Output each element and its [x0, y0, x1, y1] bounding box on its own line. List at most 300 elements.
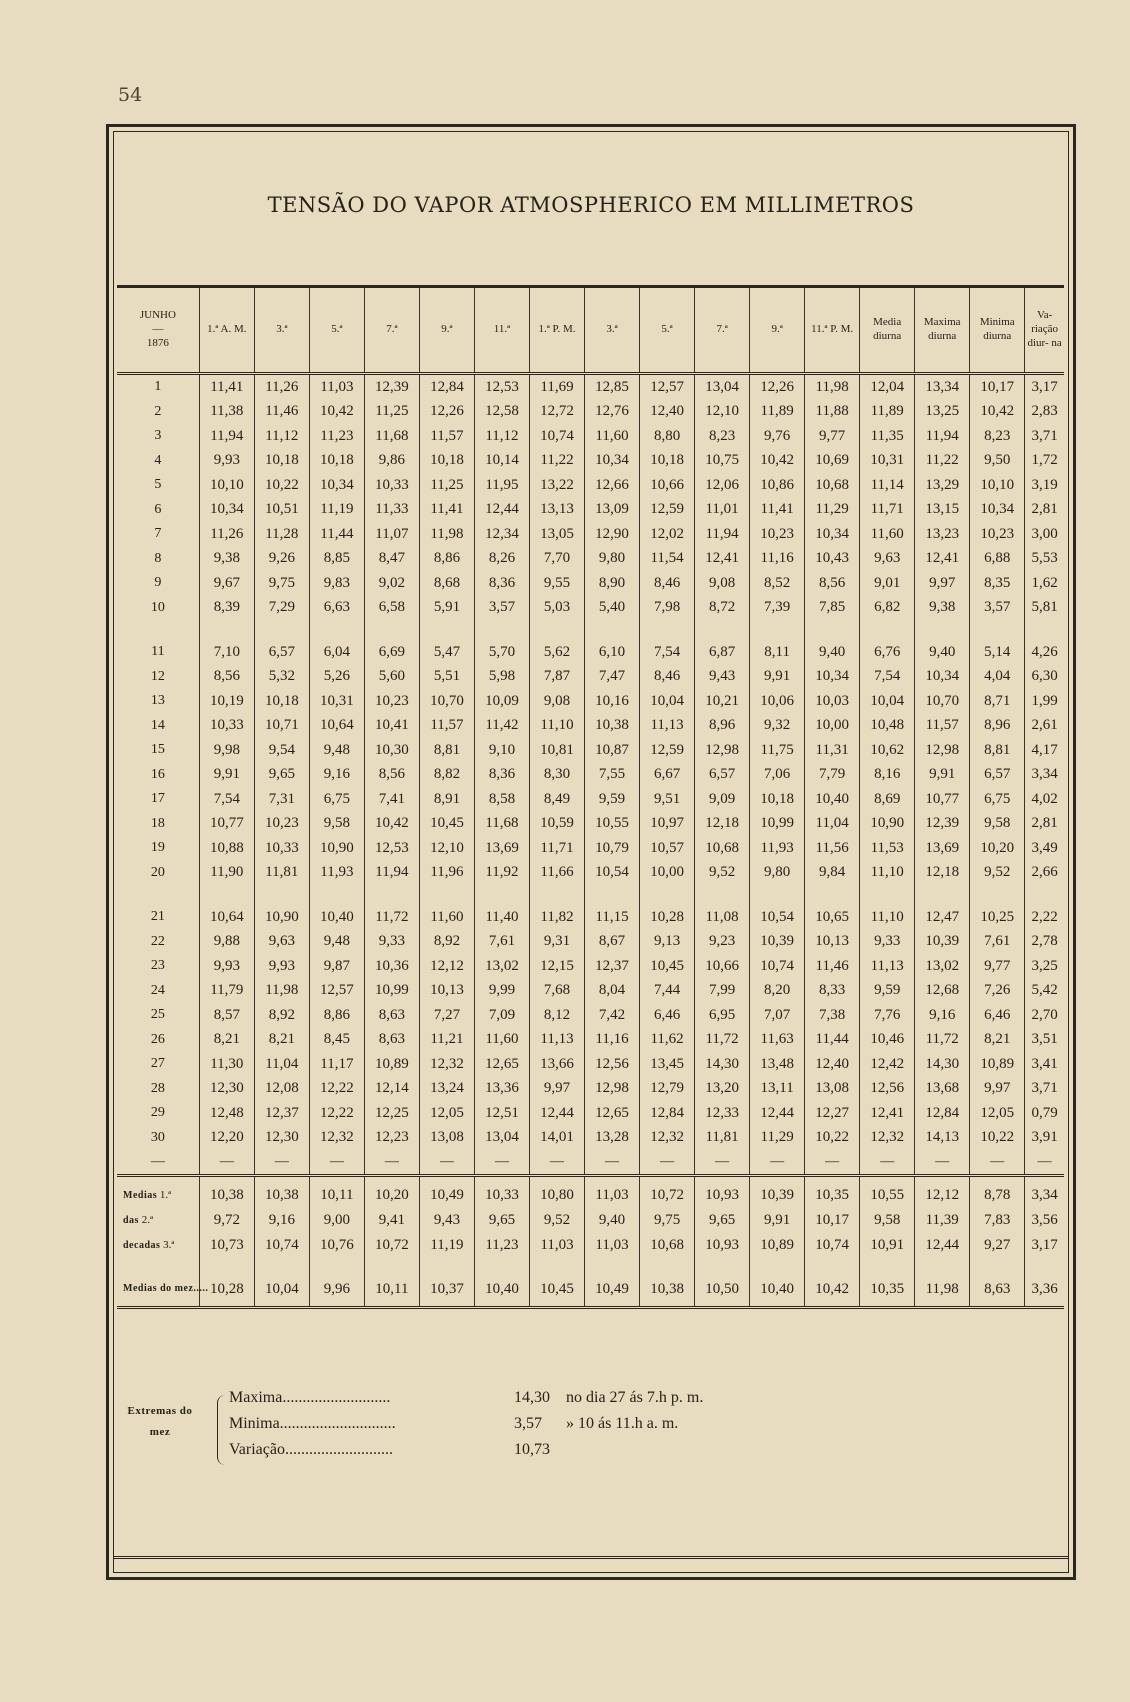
table-cell: 10,30 — [364, 738, 419, 763]
table-cell: 10,64 — [199, 905, 254, 930]
extreme-minima-name: Minima............................. — [229, 1415, 396, 1432]
extreme-minima-value: 3,57 — [514, 1415, 542, 1432]
table-cell: 10,45 — [529, 1272, 584, 1308]
table-cell: 8,45 — [309, 1028, 364, 1053]
table-cell: 2,22 — [1025, 905, 1064, 930]
table-cell: 9,08 — [529, 689, 584, 714]
table-cell: 10,74 — [254, 1233, 309, 1258]
row-label: 10 — [150, 599, 165, 615]
table-cell: 5,32 — [254, 665, 309, 690]
table-cell: 12,12 — [915, 1176, 970, 1209]
table-cell: 13,08 — [805, 1077, 860, 1102]
table-cell: 3,19 — [1025, 473, 1064, 498]
table-cell: 7,70 — [529, 547, 584, 572]
table-cell: 10,04 — [860, 689, 915, 714]
row-label: 21 — [150, 909, 165, 925]
table-cell: 10,91 — [860, 1233, 915, 1258]
table-cell: 10,34 — [309, 473, 364, 498]
table-cell: 11,53 — [860, 836, 915, 861]
table-cell: 12,27 — [805, 1101, 860, 1126]
table-cell — [364, 1258, 419, 1272]
table-cell — [585, 885, 640, 905]
table-cell: 10,59 — [529, 812, 584, 837]
table-cell: 13,25 — [915, 400, 970, 425]
table-cell: 12,58 — [474, 400, 529, 425]
table-cell: 8,72 — [695, 596, 750, 621]
table-cell: 9,16 — [254, 1208, 309, 1233]
table-cell: 9,32 — [750, 714, 805, 739]
table-cell: 3,17 — [1025, 1233, 1064, 1258]
table-cell: 8,82 — [419, 763, 474, 788]
table-cell: 10,40 — [750, 1272, 805, 1308]
table-row — [117, 400, 1064, 425]
table-cell: 11,03 — [529, 1233, 584, 1258]
header-media: Media diurna — [860, 287, 915, 374]
table-cell: 7,27 — [419, 1003, 474, 1028]
table-cell: 10,97 — [640, 812, 695, 837]
table-cell: 13,29 — [915, 473, 970, 498]
table-row — [117, 861, 1064, 886]
table-cell: 13,45 — [640, 1052, 695, 1077]
table-cell: 9,83 — [309, 571, 364, 596]
table-row — [117, 498, 1064, 523]
header-maxima: Maxima diurna — [915, 287, 970, 374]
table-cell: 12,66 — [585, 473, 640, 498]
table-cell: 7,98 — [640, 596, 695, 621]
table-cell: 10,17 — [970, 374, 1025, 400]
table-cell: 12,34 — [474, 522, 529, 547]
table-cell: 12,42 — [860, 1052, 915, 1077]
table-cell — [970, 1258, 1025, 1272]
table-cell: 12,40 — [805, 1052, 860, 1077]
table-cell: 11,16 — [750, 547, 805, 572]
extremes-brace — [217, 1395, 228, 1465]
table-cell: 12,57 — [640, 374, 695, 400]
table-cell: 7,47 — [585, 665, 640, 690]
table-cell: 7,83 — [970, 1208, 1025, 1233]
table-cell: 3,34 — [1025, 763, 1064, 788]
row-label: 5 — [154, 477, 162, 493]
table-cell: 9,75 — [254, 571, 309, 596]
table-cell: 9,10 — [474, 738, 529, 763]
table-cell: 11,93 — [309, 861, 364, 886]
table-cell: 10,71 — [254, 714, 309, 739]
table-cell: 8,52 — [750, 571, 805, 596]
table-cell: 9,48 — [309, 930, 364, 955]
table-cell — [640, 620, 695, 640]
table-cell: — — [309, 1150, 364, 1176]
table-cell: — — [860, 1150, 915, 1176]
table-cell: 10,68 — [695, 836, 750, 861]
table-row — [117, 714, 1064, 739]
table-cell: 10,18 — [254, 689, 309, 714]
table-cell: 11,57 — [419, 714, 474, 739]
table-cell: — — [640, 1150, 695, 1176]
table-cell: 9,84 — [805, 861, 860, 886]
table-cell: 5,98 — [474, 665, 529, 690]
table-cell: 6,67 — [640, 763, 695, 788]
table-cell: 9,31 — [529, 930, 584, 955]
table-cell: 8,47 — [364, 547, 419, 572]
table-cell: 12,47 — [915, 905, 970, 930]
table-row — [117, 547, 1064, 572]
table-cell: 12,59 — [640, 738, 695, 763]
table-cell: — — [419, 1150, 474, 1176]
table-cell: 8,69 — [860, 787, 915, 812]
table-row — [117, 640, 1064, 665]
table-cell: 7,31 — [254, 787, 309, 812]
table-cell: 4,17 — [1025, 738, 1064, 763]
table-cell: 9,58 — [860, 1208, 915, 1233]
table-cell: 11,16 — [585, 1028, 640, 1053]
table-cell — [474, 1258, 529, 1272]
table-cell: 7,09 — [474, 1003, 529, 1028]
table-cell: 11,21 — [419, 1028, 474, 1053]
table-cell: 9,50 — [970, 449, 1025, 474]
table-cell: 11,89 — [860, 400, 915, 425]
table-cell: 9,91 — [915, 763, 970, 788]
table-cell: — — [805, 1150, 860, 1176]
table-cell: 10,42 — [309, 400, 364, 425]
table-cell: 8,63 — [970, 1272, 1025, 1308]
month-mean-row — [117, 1272, 1064, 1308]
table-cell: 7,61 — [970, 930, 1025, 955]
table-cell: 10,28 — [199, 1272, 254, 1308]
table-cell: 11,22 — [915, 449, 970, 474]
table-cell: 6,87 — [695, 640, 750, 665]
table-cell: 3,71 — [1025, 1077, 1064, 1102]
table-cell: 9,77 — [970, 954, 1025, 979]
table-cell: 10,36 — [364, 954, 419, 979]
table-cell: 10,33 — [474, 1176, 529, 1209]
table-cell: 12,39 — [364, 374, 419, 400]
table-cell: 6,76 — [860, 640, 915, 665]
table-cell: 10,18 — [254, 449, 309, 474]
table-cell: 11,81 — [254, 861, 309, 886]
table-cell: 8,49 — [529, 787, 584, 812]
table-cell: 12,72 — [529, 400, 584, 425]
table-cell — [915, 620, 970, 640]
row-label — [117, 885, 199, 905]
table-cell: 7,76 — [860, 1003, 915, 1028]
table-cell: 11,31 — [805, 738, 860, 763]
table-cell: 8,23 — [970, 424, 1025, 449]
table-cell: 13,02 — [474, 954, 529, 979]
table-cell: 12,56 — [585, 1052, 640, 1077]
table-cell — [474, 620, 529, 640]
table-cell: 11,88 — [805, 400, 860, 425]
table-cell: 8,26 — [474, 547, 529, 572]
row-label — [117, 1208, 199, 1233]
table-cell: 11,89 — [750, 400, 805, 425]
table-row — [117, 787, 1064, 812]
table-cell: 13,66 — [529, 1052, 584, 1077]
table-cell: 10,66 — [640, 473, 695, 498]
table-cell: 5,14 — [970, 640, 1025, 665]
table-cell: 13,05 — [529, 522, 584, 547]
table-cell: 10,40 — [805, 787, 860, 812]
table-cell: 9,97 — [970, 1077, 1025, 1102]
table-cell: 10,42 — [805, 1272, 860, 1308]
table-cell: — — [750, 1150, 805, 1176]
table-cell: 10,18 — [419, 449, 474, 474]
table-cell: 12,37 — [254, 1101, 309, 1126]
row-label: 9 — [154, 575, 162, 591]
table-cell: 11,72 — [364, 905, 419, 930]
table-cell: 12,65 — [585, 1101, 640, 1126]
table-cell: 6,46 — [970, 1003, 1025, 1028]
table-cell: 10,23 — [364, 689, 419, 714]
table-cell: 10,10 — [199, 473, 254, 498]
table-cell — [970, 620, 1025, 640]
table-cell: 12,57 — [309, 979, 364, 1004]
table-cell: 9,91 — [199, 763, 254, 788]
decade-number: 3.ª — [163, 1238, 175, 1251]
header-hour: 5.ª — [309, 287, 364, 374]
table-cell: 9,52 — [529, 1208, 584, 1233]
extreme-minima-note: » 10 ás 11.h a. m. — [566, 1415, 679, 1432]
row-label: 26 — [150, 1031, 165, 1047]
table-cell: 9,59 — [585, 787, 640, 812]
table-cell: 8,80 — [640, 424, 695, 449]
table-cell: 8,68 — [419, 571, 474, 596]
table-cell — [750, 1258, 805, 1272]
table-cell: 3,71 — [1025, 424, 1064, 449]
table-cell: 11,12 — [474, 424, 529, 449]
table-cell: — — [254, 1150, 309, 1176]
table-cell: 9,91 — [750, 665, 805, 690]
table-cell: 7,29 — [254, 596, 309, 621]
table-cell: 3,57 — [970, 596, 1025, 621]
table-cell: 11,75 — [750, 738, 805, 763]
table-cell: 8,92 — [419, 930, 474, 955]
table-cell: 10,20 — [970, 836, 1025, 861]
table-cell: 12,32 — [640, 1126, 695, 1151]
table-cell: 6,57 — [254, 640, 309, 665]
table-cell: 8,11 — [750, 640, 805, 665]
row-label: 11 — [151, 644, 165, 660]
row-label: 3 — [154, 428, 162, 444]
table-cell: 7,42 — [585, 1003, 640, 1028]
table-cell: 11,96 — [419, 861, 474, 886]
table-cell: 2,61 — [1025, 714, 1064, 739]
table-cell: 13,24 — [419, 1077, 474, 1102]
table-cell — [860, 620, 915, 640]
table-cell — [529, 620, 584, 640]
table-cell — [695, 620, 750, 640]
table-cell: 13,68 — [915, 1077, 970, 1102]
table-cell: 8,35 — [970, 571, 1025, 596]
table-cell: 6,69 — [364, 640, 419, 665]
table-cell: 13,11 — [750, 1077, 805, 1102]
table-cell: 11,41 — [419, 498, 474, 523]
table-cell: 10,03 — [805, 689, 860, 714]
table-cell: 13,36 — [474, 1077, 529, 1102]
table-row — [117, 665, 1064, 690]
table-cell: 8,56 — [199, 665, 254, 690]
table-cell: 6,10 — [585, 640, 640, 665]
table-cell: 8,67 — [585, 930, 640, 955]
table-cell: 13,13 — [529, 498, 584, 523]
row-label: — — [150, 1154, 165, 1169]
table-cell: — — [970, 1150, 1025, 1176]
table-cell: 10,77 — [915, 787, 970, 812]
table-cell — [695, 885, 750, 905]
table-cell: 10,89 — [970, 1052, 1025, 1077]
table-cell: 8,63 — [364, 1003, 419, 1028]
table-cell: 10,04 — [640, 689, 695, 714]
table-cell: 12,02 — [640, 522, 695, 547]
table-cell — [309, 885, 364, 905]
table-cell: 12,10 — [419, 836, 474, 861]
table-cell: 10,42 — [750, 449, 805, 474]
table-cell: 7,68 — [529, 979, 584, 1004]
table-cell: 12,84 — [915, 1101, 970, 1126]
table-cell: 11,57 — [915, 714, 970, 739]
table-cell: — — [585, 1150, 640, 1176]
header-month-name: JUNHO — [139, 309, 176, 322]
table-cell: — — [529, 1150, 584, 1176]
table-cell: 10,81 — [529, 738, 584, 763]
table-cell: 9,72 — [199, 1208, 254, 1233]
table-cell: 12,32 — [860, 1126, 915, 1151]
table-cell: 8,81 — [970, 738, 1025, 763]
decade-mean-row — [117, 1233, 1064, 1258]
table-cell — [254, 620, 309, 640]
table-cell: 9,09 — [695, 787, 750, 812]
table-cell: 10,22 — [254, 473, 309, 498]
table-cell: 3,41 — [1025, 1052, 1064, 1077]
table-cell: 14,30 — [695, 1052, 750, 1077]
table-cell: 14,13 — [915, 1126, 970, 1151]
table-cell: 13,28 — [585, 1126, 640, 1151]
table-cell: 11,46 — [805, 954, 860, 979]
table-cell: 11,98 — [915, 1272, 970, 1308]
table-cell: — — [695, 1150, 750, 1176]
table-row — [117, 374, 1064, 400]
table-cell: 11,01 — [695, 498, 750, 523]
table-cell: 3,56 — [1025, 1208, 1064, 1233]
table-cell: 11,30 — [199, 1052, 254, 1077]
table-cell — [474, 885, 529, 905]
table-cell: 10,54 — [750, 905, 805, 930]
table-cell: 10,39 — [750, 930, 805, 955]
table-row — [117, 930, 1064, 955]
table-cell: 13,69 — [915, 836, 970, 861]
table-cell: 10,89 — [364, 1052, 419, 1077]
table-cell: 3,17 — [1025, 374, 1064, 400]
table-cell: 12,22 — [309, 1077, 364, 1102]
table-cell: 8,78 — [970, 1176, 1025, 1209]
table-row — [117, 473, 1064, 498]
table-cell: 13,34 — [915, 374, 970, 400]
table-cell: 10,22 — [970, 1126, 1025, 1151]
table-cell: 9,75 — [640, 1208, 695, 1233]
table-cell: 11,04 — [805, 812, 860, 837]
table-cell: 11,60 — [860, 522, 915, 547]
table-cell: 10,70 — [419, 689, 474, 714]
header-hour: 1.ª P. M. — [529, 287, 584, 374]
extreme-maxima-note: no dia 27 ás 7.h p. m. — [566, 1389, 704, 1406]
table-cell: 10,69 — [805, 449, 860, 474]
table-cell: 10,50 — [695, 1272, 750, 1308]
table-cell: 8,33 — [805, 979, 860, 1004]
header-hour: 5.ª — [640, 287, 695, 374]
table-cell: 2,81 — [1025, 812, 1064, 837]
row-label — [117, 1258, 199, 1272]
row-label: 8 — [154, 550, 162, 566]
header-hour: 11.ª — [474, 287, 529, 374]
header-hour: 3.ª — [585, 287, 640, 374]
table-cell: 11,79 — [199, 979, 254, 1004]
table-cell: 11,38 — [199, 400, 254, 425]
table-cell: 10,73 — [199, 1233, 254, 1258]
table-cell: 5,03 — [529, 596, 584, 621]
table-cell — [805, 1258, 860, 1272]
table-cell: 11,13 — [640, 714, 695, 739]
table-cell: 8,04 — [585, 979, 640, 1004]
table-cell: 10,90 — [309, 836, 364, 861]
table-row — [117, 1126, 1064, 1151]
table-cell: 9,88 — [199, 930, 254, 955]
table-row — [117, 954, 1064, 979]
table-cell: — — [1025, 1150, 1064, 1176]
table-cell: 11,56 — [805, 836, 860, 861]
header-minima: Minima diurna — [970, 287, 1025, 374]
table-cell: 11,69 — [529, 374, 584, 400]
table-cell — [364, 620, 419, 640]
table-cell: 10,34 — [585, 449, 640, 474]
table-cell: 7,61 — [474, 930, 529, 955]
table-cell: 12,26 — [419, 400, 474, 425]
table-cell: 8,30 — [529, 763, 584, 788]
table-row — [117, 979, 1064, 1004]
table-cell: 13,48 — [750, 1052, 805, 1077]
table-cell: 11,41 — [750, 498, 805, 523]
decade-gap-row — [117, 620, 1064, 640]
table-cell: 10,23 — [750, 522, 805, 547]
table-cell: 11,94 — [695, 522, 750, 547]
table-cell: 9,80 — [585, 547, 640, 572]
table-cell: 12,53 — [364, 836, 419, 861]
table-cell — [199, 1258, 254, 1272]
table-cell: 3,49 — [1025, 836, 1064, 861]
table-cell: 5,70 — [474, 640, 529, 665]
table-cell: 12,18 — [915, 861, 970, 886]
table-cell: 11,35 — [860, 424, 915, 449]
table-cell: 12,23 — [364, 1126, 419, 1151]
table-cell: 12,41 — [695, 547, 750, 572]
table-cell: 9,58 — [970, 812, 1025, 837]
table-cell: 13,15 — [915, 498, 970, 523]
extreme-variacao-value: 10,73 — [514, 1441, 550, 1458]
table-cell: 10,21 — [695, 689, 750, 714]
table-cell: 12,10 — [695, 400, 750, 425]
header-hour: 7.ª — [364, 287, 419, 374]
table-cell: 9,77 — [805, 424, 860, 449]
table-cell: 8,96 — [970, 714, 1025, 739]
table-cell: 0,79 — [1025, 1101, 1064, 1126]
table-cell: 10,39 — [915, 930, 970, 955]
table-cell: 8,85 — [309, 547, 364, 572]
table-cell: 11,19 — [419, 1233, 474, 1258]
table-cell: 5,47 — [419, 640, 474, 665]
table-cell: 10,40 — [474, 1272, 529, 1308]
table-row — [117, 596, 1064, 621]
table-cell: 11,95 — [474, 473, 529, 498]
table-cell: 10,33 — [254, 836, 309, 861]
table-cell: 13,20 — [695, 1077, 750, 1102]
